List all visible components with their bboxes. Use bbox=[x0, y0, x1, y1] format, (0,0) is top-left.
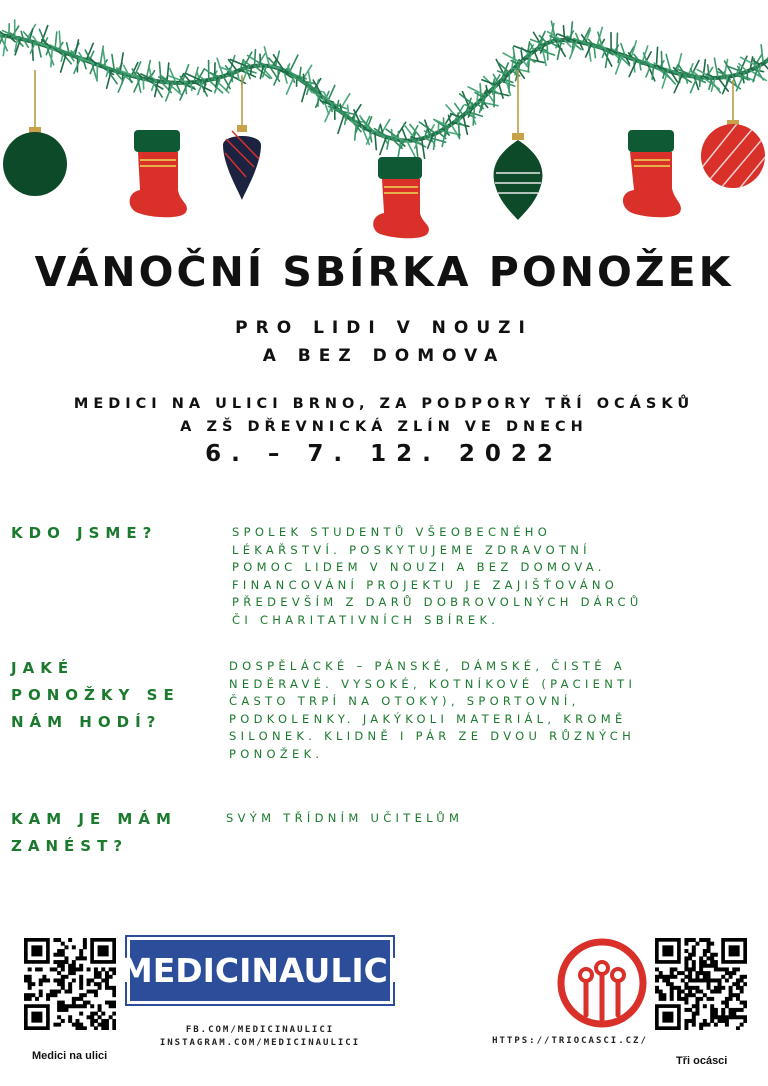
tri-ocasci-link[interactable]: HTTPS://TRIOCASCI.CZ/ bbox=[492, 1036, 648, 1046]
event-date: 6. – 7. 12. 2022 bbox=[205, 441, 563, 467]
christmas-ball-icon bbox=[700, 120, 768, 200]
poster-title: VÁNOČNÍ SBÍRKA PONOŽEK bbox=[34, 248, 734, 296]
christmas-stocking-icon bbox=[373, 157, 429, 238]
christmas-stocking-icon bbox=[623, 130, 681, 217]
medici-links bbox=[120, 1024, 400, 1050]
qr-code-icon bbox=[24, 938, 116, 1030]
answer-where-to-bring: SVÝM TŘÍDNÍM UČITELŮM bbox=[226, 811, 464, 825]
question-which-socks: JAKÉ PONOŽKY SE NÁM HODÍ? bbox=[11, 659, 180, 731]
qr-code-icon bbox=[655, 938, 747, 1030]
question-where-to-bring: KAM JE MÁM ZANÉST? bbox=[11, 810, 177, 855]
medici-na-ulici-logo: MEDICINAULICI bbox=[127, 937, 393, 1004]
subtitle-line-1: PRO LIDI V NOUZI bbox=[235, 318, 533, 338]
christmas-ball-icon bbox=[494, 133, 543, 220]
tri-ocasci-caption: Tři ocásci bbox=[676, 1055, 728, 1067]
organizers-line-2: A ZŠ DŘEVNICKÁ ZLÍN VE DNECH bbox=[180, 419, 588, 435]
subtitle-line-2: A BEZ DOMOVA bbox=[262, 346, 506, 366]
tri-ocasci-logo-icon bbox=[556, 937, 648, 1029]
answer-which-socks: DOSPĚLÁCKÉ – PÁNSKÉ, DÁMSKÉ, ČISTÉ A NEDĚRAVÉ. VYSOKÉ, KOTNÍKOVÉ (PACIENTI ČASTO TRPÍ NA OTOKY), SPORTOVNÍ, PODKOLENKY. JAKÝKOLI MATERIÁL, KROMĚ SILONEK. KLIDNĚ I PÁR ZE DVOU RŮZNÝCH PONOŽEK. bbox=[229, 659, 637, 761]
christmas-ball-icon bbox=[3, 127, 67, 196]
christmas-ball-icon bbox=[223, 125, 261, 200]
christmas-stocking-icon bbox=[130, 130, 187, 217]
question-who-are-we: KDO JSME? bbox=[11, 524, 158, 542]
answer-who-are-we: SPOLEK STUDENTŮ VŠEOBECNÉHO LÉKAŘSTVÍ. POSKYTUJEME ZDRAVOTNÍ POMOC LIDEM V NOUZI A BEZ DOMOVA. FINANCOVÁNÍ PROJEKTU JE ZAJIŠŤOVÁNO PŘEDEVŠÍM Z DARŮ DOBROVOLNÝCH DÁRCŮ ČI CHARITATIVNÍCH SBÍREK. bbox=[232, 525, 643, 627]
medici-caption: Medici na ulici bbox=[32, 1050, 108, 1062]
medici-facebook-link[interactable]: FB.COM/MEDICINAULICI bbox=[185, 1025, 335, 1035]
organizers-line-1: MEDICI NA ULICI BRNO, ZA PODPORY TŘÍ OCÁSKŮ bbox=[73, 396, 695, 412]
medici-instagram-link[interactable]: INSTAGRAM.COM/MEDICINAULICI bbox=[159, 1038, 361, 1048]
christmas-garland bbox=[0, 0, 768, 240]
